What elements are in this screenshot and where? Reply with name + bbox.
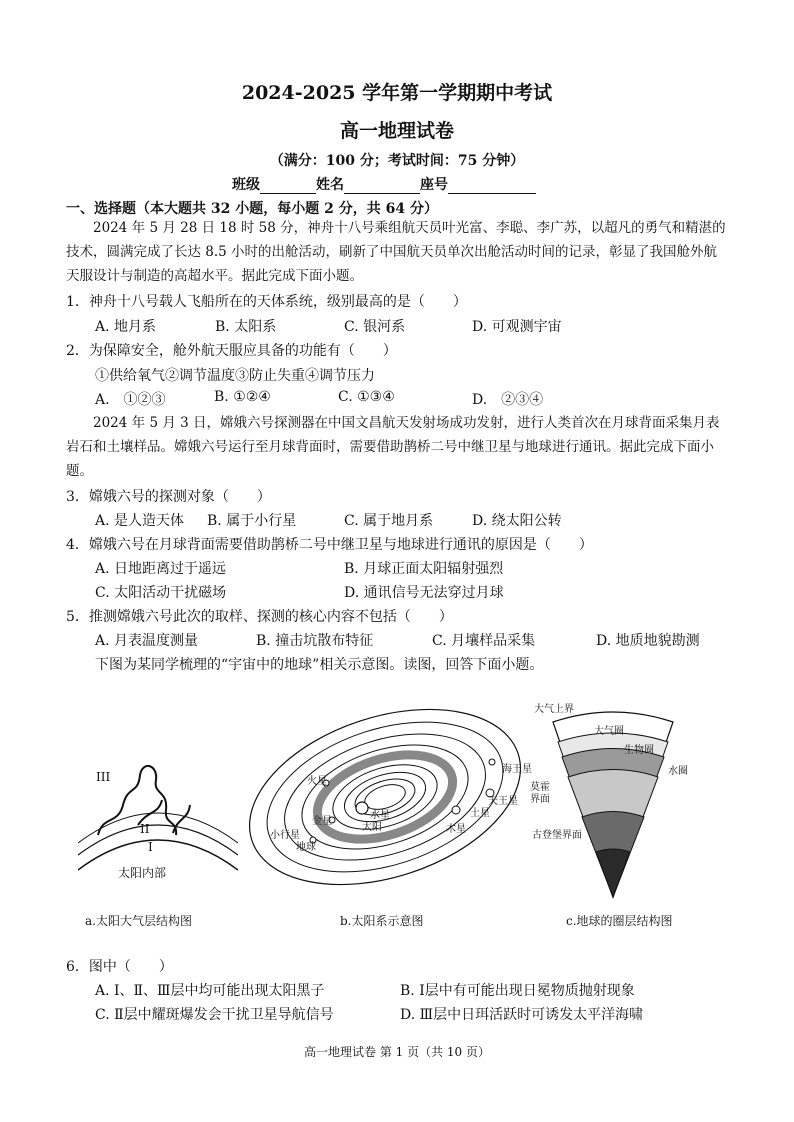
uranus-label: 天王星 [488, 796, 518, 807]
question-1-stem: 1．神舟十八号载人飞船所在的天体系统，级别最高的是（ ） [66, 294, 467, 310]
question-5-stem: 5．推测嫦娥六号此次的取样、探测的核心内容不包括（ ） [66, 609, 453, 625]
passage-2-text: 2024 年 5 月 3 日，嫦娥六号探测器在中国文昌航天发射场成功发射，进行人类首次在月球背面采集月表岩石和土壤样品。嫦娥六号运行至月球背面时，需要借助鹊桥二号中继卫星与地球进行通讯。据此完成下面小题。 [66, 415, 720, 479]
venus-label: 金星 [312, 816, 332, 827]
name-blank[interactable] [344, 179, 420, 194]
section-heading: 一、选择题（本大题共 32 小题，每小题 2 分，共 64 分） [66, 201, 438, 217]
passage-2 [66, 411, 726, 483]
moho-label: 莫霍界面 [530, 782, 550, 805]
q6-option-d[interactable]: D. Ⅲ层中日珥活跃时可诱发太平洋海啸 [400, 1007, 644, 1023]
name-label: 姓名 [316, 177, 344, 193]
mars-label: 火星 [307, 776, 327, 787]
passage-1-text: 2024 年 5 月 28 日 18 时 58 分，神舟十八号乘组航天员叶光富、李聪、李广苏，以超凡的勇气和精湛的技术，圆满完成了长达 8.5 小时的出舱活动，刷新了中国航天员单次出舱活动时间的记录，彰显了我国舱外航天服设计与制造的高超水平。据此完成下面小题。 [66, 220, 726, 284]
exam-title: 2024-2025 学年第一学期期中考试 [241, 82, 553, 104]
q3-option-d[interactable]: D. 绕太阳公转 [472, 513, 562, 529]
q5-option-a[interactable]: A. 月表温度测量 [95, 633, 199, 649]
seat-label: 座号 [420, 177, 448, 193]
class-label: 班级 [232, 177, 260, 193]
q2-option-b[interactable]: B. ①②④ [214, 389, 271, 405]
q4-option-a[interactable]: A. 日地距离过于遥远 [95, 561, 227, 577]
figure-c-caption: c.地球的圈层结构图 [566, 914, 673, 928]
hydrosphere-label: 水圈 [668, 766, 688, 777]
figure-a-caption: a.太阳大气层结构图 [85, 914, 192, 928]
layer-I-label: I [148, 840, 153, 854]
q1-option-d[interactable]: D. 可观测宇宙 [472, 319, 562, 335]
exam-subtitle: 高一地理试卷 [339, 120, 454, 142]
figure-b-caption: b.太阳系示意图 [340, 914, 424, 928]
q3-option-b[interactable]: B. 属于小行星 [207, 513, 297, 529]
q5-option-b[interactable]: B. 撞击坑散布特征 [256, 633, 374, 649]
q5-option-d[interactable]: D. 地质地貌勘测 [596, 633, 700, 649]
earth-label: 地球 [296, 842, 316, 853]
question-3-stem: 3．嫦娥六号的探测对象（ ） [66, 489, 271, 505]
q1-option-c[interactable]: C. 银河系 [344, 319, 406, 335]
question-6-stem: 6．图中（ ） [66, 959, 173, 975]
atmosphere-label: 大气圈 [594, 726, 624, 737]
q4-option-b[interactable]: B. 月球正面太阳辐射强烈 [344, 561, 504, 577]
q1-option-a[interactable]: A. 地月系 [95, 319, 157, 335]
passage-1 [66, 216, 726, 288]
gutenberg-label: 古登堡界面 [532, 830, 582, 841]
q3-option-a[interactable]: A. 是人造天体 [95, 513, 185, 529]
q3-option-c[interactable]: C. 属于地月系 [344, 513, 434, 529]
q6-option-c[interactable]: C. Ⅱ层中耀斑爆发会干扰卫星导航信号 [95, 1007, 334, 1023]
sun-interior-label: 太阳内部 [118, 866, 167, 880]
question-4-stem: 4．嫦娥六号在月球背面需要借助鹊桥二号中继卫星与地球进行通讯的原因是（ ） [66, 537, 593, 553]
sun-label: 太阳 [362, 822, 382, 833]
layer-II-label: II [140, 822, 150, 836]
q1-option-b[interactable]: B. 太阳系 [215, 319, 277, 335]
solar-system-diagram [240, 695, 530, 900]
q4-option-d[interactable]: D. 通讯信号无法穿过月球 [344, 585, 504, 601]
q2-option-c[interactable]: C. ①③④ [338, 389, 395, 405]
atmosphere-top-label: 大气上界 [534, 704, 574, 715]
q4-option-c[interactable]: C. 太阳活动干扰磁场 [95, 585, 227, 601]
q5-option-c[interactable]: C. 月壤样品采集 [432, 633, 536, 649]
q6-option-b[interactable]: B. Ⅰ层中有可能出现日冕物质抛射现象 [400, 983, 635, 999]
page-footer: 高一地理试卷 第 1 页（共 10 页） [304, 1045, 490, 1059]
q2-option-a[interactable]: A. ①②③ [95, 392, 166, 408]
biosphere-label: 生物圈 [624, 745, 654, 756]
q2-items: ①供给氧气②调节温度③防止失重④调节压力 [95, 368, 375, 384]
mercury-label: 水星 [370, 810, 390, 821]
exam-meta: （满分：100 分；考试时间：75 分钟） [269, 153, 525, 169]
layer-III-label: III [96, 770, 111, 784]
question-2-stem: 2．为保障安全，舱外航天服应具备的功能有（ ） [66, 343, 397, 359]
q2-option-d[interactable]: D. ②③④ [472, 392, 544, 408]
saturn-label: 土星 [470, 808, 490, 819]
jupiter-label: 木星 [446, 824, 466, 835]
class-blank[interactable] [260, 179, 316, 194]
asteroid-label: 小行星 [270, 830, 300, 841]
student-info-fields [232, 174, 536, 194]
seat-blank[interactable] [448, 179, 536, 194]
figure-intro: 下图为某同学梳理的“宇宙中的地球”相关示意图。读图，回答下面小题。 [95, 657, 544, 673]
neptune-label: 海王星 [502, 764, 532, 775]
q6-option-a[interactable]: A. Ⅰ、Ⅱ、Ⅲ层中均可能出现太阳黑子 [95, 983, 325, 999]
